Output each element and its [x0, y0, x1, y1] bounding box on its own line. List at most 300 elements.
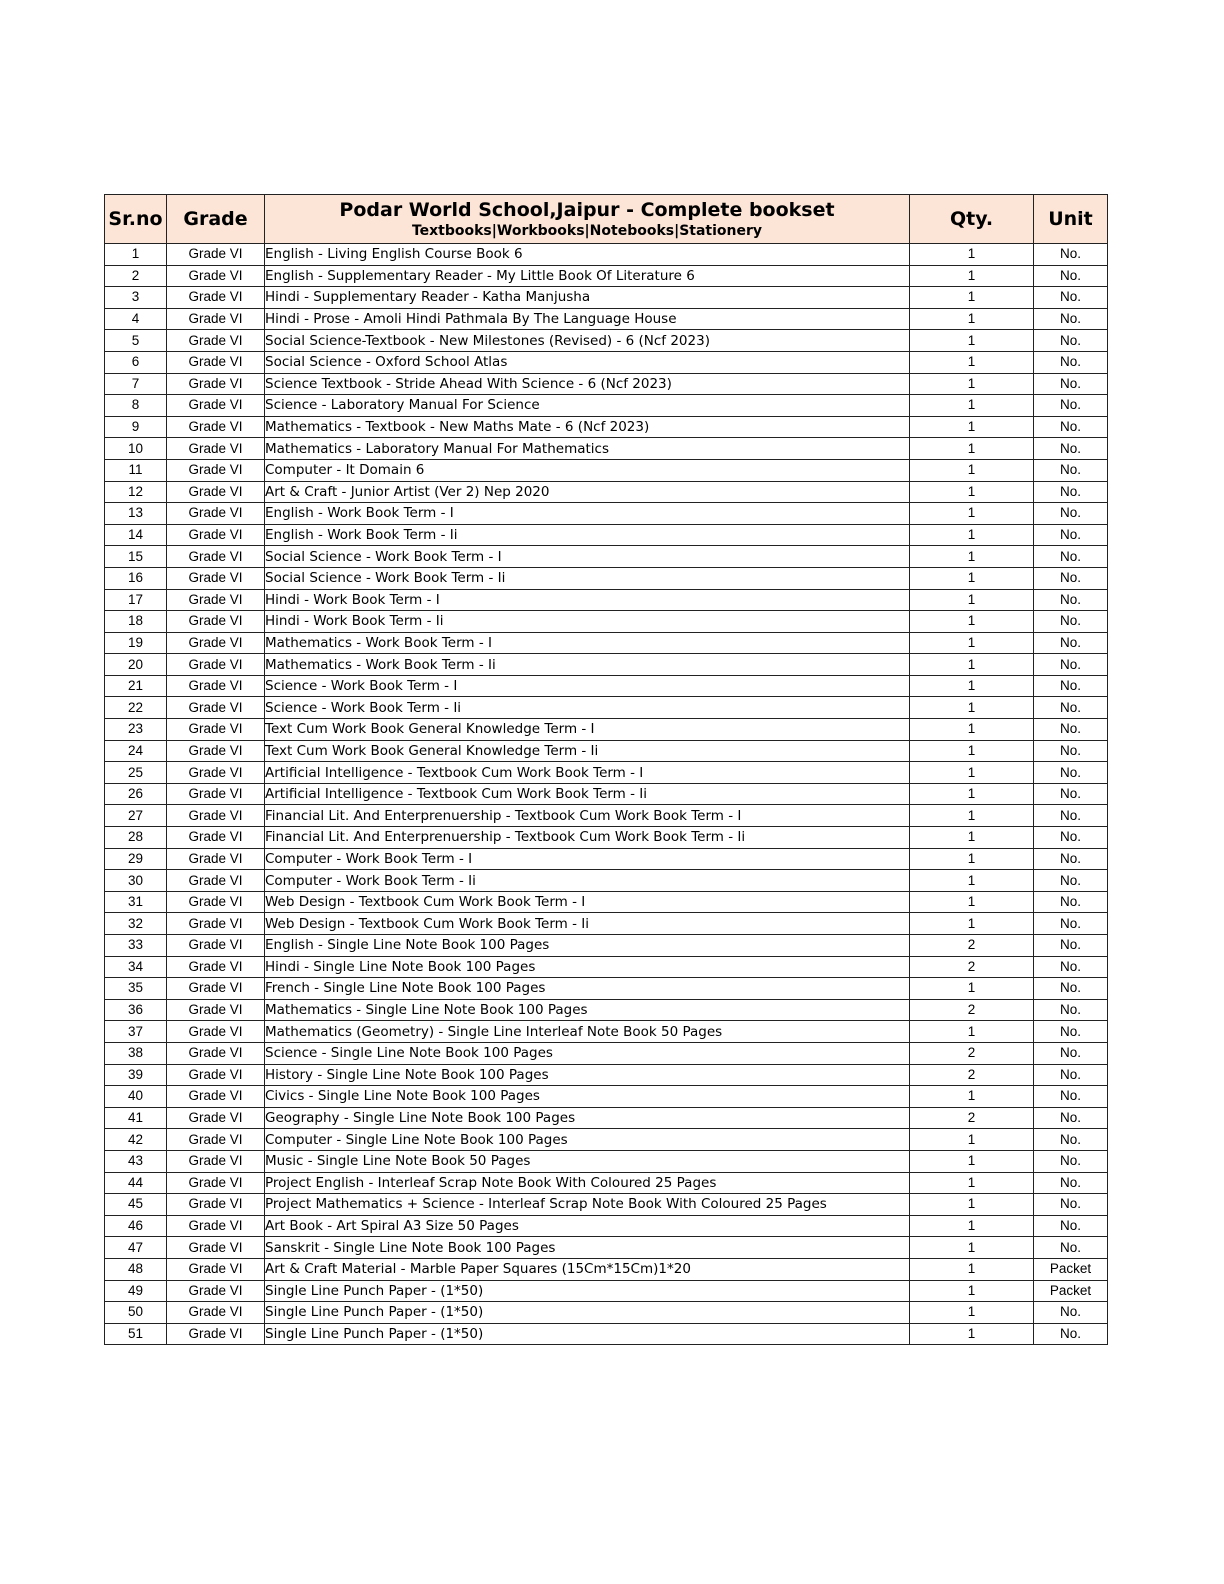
table-row [105, 1237, 1108, 1259]
cell-qty: 1 [910, 611, 1034, 633]
cell-unit: No. [1034, 438, 1108, 460]
cell-unit: No. [1034, 1237, 1108, 1259]
cell-qty: 1 [910, 1150, 1034, 1172]
cell-grade: Grade VI [167, 1215, 265, 1237]
cell-sr: 43 [105, 1150, 167, 1172]
cell-qty: 2 [910, 1064, 1034, 1086]
table-row [105, 719, 1108, 741]
cell-grade: Grade VI [167, 762, 265, 784]
cell-unit: No. [1034, 1172, 1108, 1194]
cell-unit: No. [1034, 546, 1108, 568]
table-row [105, 503, 1108, 525]
cell-grade: Grade VI [167, 459, 265, 481]
cell-qty: 1 [910, 762, 1034, 784]
cell-unit: No. [1034, 1150, 1108, 1172]
cell-grade: Grade VI [167, 654, 265, 676]
cell-qty: 1 [910, 1280, 1034, 1302]
cell-qty: 1 [910, 416, 1034, 438]
cell-qty: 1 [910, 1258, 1034, 1280]
table-row [105, 675, 1108, 697]
table-row [105, 373, 1108, 395]
cell-grade: Grade VI [167, 935, 265, 957]
cell-item: French - Single Line Note Book 100 Pages [265, 978, 910, 1000]
cell-unit: No. [1034, 1129, 1108, 1151]
cell-grade: Grade VI [167, 287, 265, 309]
cell-unit: No. [1034, 287, 1108, 309]
cell-qty: 1 [910, 805, 1034, 827]
cell-unit: No. [1034, 395, 1108, 417]
cell-unit: No. [1034, 1064, 1108, 1086]
cell-unit: No. [1034, 956, 1108, 978]
cell-sr: 34 [105, 956, 167, 978]
cell-sr: 27 [105, 805, 167, 827]
cell-sr: 39 [105, 1064, 167, 1086]
cell-unit: No. [1034, 265, 1108, 287]
cell-unit: No. [1034, 654, 1108, 676]
cell-grade: Grade VI [167, 1302, 265, 1324]
cell-grade: Grade VI [167, 1021, 265, 1043]
cell-unit: No. [1034, 697, 1108, 719]
table-row [105, 438, 1108, 460]
table-row [105, 740, 1108, 762]
cell-sr: 29 [105, 848, 167, 870]
cell-item: Mathematics - Laboratory Manual For Mathematics [265, 438, 910, 460]
table-body [105, 244, 1108, 1345]
cell-item: Project English - Interleaf Scrap Note Book With Coloured 25 Pages [265, 1172, 910, 1194]
cell-qty: 1 [910, 351, 1034, 373]
cell-grade: Grade VI [167, 1323, 265, 1345]
cell-grade: Grade VI [167, 1258, 265, 1280]
table-row [105, 978, 1108, 1000]
cell-sr: 44 [105, 1172, 167, 1194]
header-row [105, 195, 1108, 244]
cell-sr: 33 [105, 935, 167, 957]
cell-unit: No. [1034, 848, 1108, 870]
table-row [105, 459, 1108, 481]
cell-grade: Grade VI [167, 697, 265, 719]
cell-unit: No. [1034, 827, 1108, 849]
cell-qty: 1 [910, 395, 1034, 417]
cell-qty: 1 [910, 1129, 1034, 1151]
cell-unit: No. [1034, 870, 1108, 892]
cell-unit: No. [1034, 244, 1108, 266]
cell-grade: Grade VI [167, 1150, 265, 1172]
header-unit: Unit [1034, 195, 1108, 244]
table-row [105, 762, 1108, 784]
cell-sr: 10 [105, 438, 167, 460]
cell-sr: 28 [105, 827, 167, 849]
cell-item: Computer - Work Book Term - Ii [265, 870, 910, 892]
cell-item: Hindi - Work Book Term - I [265, 589, 910, 611]
cell-item: Computer - It Domain 6 [265, 459, 910, 481]
cell-qty: 1 [910, 589, 1034, 611]
cell-qty: 1 [910, 891, 1034, 913]
cell-sr: 46 [105, 1215, 167, 1237]
cell-sr: 4 [105, 308, 167, 330]
cell-grade: Grade VI [167, 1237, 265, 1259]
cell-item: Financial Lit. And Enterprenuership - Textbook Cum Work Book Term - Ii [265, 827, 910, 849]
table-row [105, 632, 1108, 654]
table-row [105, 913, 1108, 935]
table-row [105, 1215, 1108, 1237]
cell-item: Science - Work Book Term - I [265, 675, 910, 697]
cell-grade: Grade VI [167, 611, 265, 633]
cell-qty: 1 [910, 1237, 1034, 1259]
cell-unit: No. [1034, 459, 1108, 481]
cell-unit: No. [1034, 330, 1108, 352]
cell-sr: 32 [105, 913, 167, 935]
cell-qty: 2 [910, 935, 1034, 957]
cell-qty: 1 [910, 567, 1034, 589]
cell-unit: No. [1034, 783, 1108, 805]
table-row [105, 805, 1108, 827]
table-row [105, 870, 1108, 892]
cell-sr: 31 [105, 891, 167, 913]
cell-sr: 6 [105, 351, 167, 373]
cell-item: English - Living English Course Book 6 [265, 244, 910, 266]
cell-sr: 11 [105, 459, 167, 481]
cell-sr: 17 [105, 589, 167, 611]
cell-grade: Grade VI [167, 1129, 265, 1151]
table-row [105, 1172, 1108, 1194]
cell-grade: Grade VI [167, 870, 265, 892]
cell-unit: No. [1034, 740, 1108, 762]
cell-grade: Grade VI [167, 416, 265, 438]
cell-unit: No. [1034, 308, 1108, 330]
cell-sr: 48 [105, 1258, 167, 1280]
cell-grade: Grade VI [167, 1172, 265, 1194]
cell-sr: 47 [105, 1237, 167, 1259]
cell-sr: 25 [105, 762, 167, 784]
table-row [105, 244, 1108, 266]
cell-qty: 1 [910, 870, 1034, 892]
cell-item: Computer - Work Book Term - I [265, 848, 910, 870]
cell-grade: Grade VI [167, 978, 265, 1000]
cell-qty: 1 [910, 913, 1034, 935]
cell-qty: 2 [910, 956, 1034, 978]
table-row [105, 611, 1108, 633]
table-row [105, 330, 1108, 352]
page-title: Podar World School,Jaipur - Complete bookset [339, 199, 835, 221]
table-row [105, 1323, 1108, 1345]
cell-grade: Grade VI [167, 265, 265, 287]
cell-item: Social Science - Work Book Term - Ii [265, 567, 910, 589]
cell-item: Social Science - Oxford School Atlas [265, 351, 910, 373]
cell-qty: 1 [910, 503, 1034, 525]
cell-qty: 1 [910, 719, 1034, 741]
cell-qty: 1 [910, 848, 1034, 870]
cell-unit: No. [1034, 675, 1108, 697]
cell-item: Social Science-Textbook - New Milestones (Revised) - 6 (Ncf 2023) [265, 330, 910, 352]
cell-qty: 1 [910, 244, 1034, 266]
cell-unit: No. [1034, 913, 1108, 935]
cell-sr: 15 [105, 546, 167, 568]
page-subtitle: Textbooks|Workbooks|Notebooks|Stationery [411, 223, 763, 239]
cell-item: Civics - Single Line Note Book 100 Pages [265, 1086, 910, 1108]
cell-grade: Grade VI [167, 1042, 265, 1064]
cell-unit: No. [1034, 891, 1108, 913]
cell-item: Text Cum Work Book General Knowledge Term - Ii [265, 740, 910, 762]
cell-item: Mathematics - Work Book Term - I [265, 632, 910, 654]
cell-grade: Grade VI [167, 999, 265, 1021]
cell-item: Web Design - Textbook Cum Work Book Term - Ii [265, 913, 910, 935]
cell-item: Art Book - Art Spiral A3 Size 50 Pages [265, 1215, 910, 1237]
table-row [105, 395, 1108, 417]
cell-unit: Packet [1034, 1258, 1108, 1280]
cell-item: Art & Craft Material - Marble Paper Squares (15Cm*15Cm)1*20 [265, 1258, 910, 1280]
cell-sr: 7 [105, 373, 167, 395]
table-row [105, 1129, 1108, 1151]
cell-item: Mathematics - Textbook - New Maths Mate - 6 (Ncf 2023) [265, 416, 910, 438]
cell-qty: 1 [910, 438, 1034, 460]
table-row [105, 589, 1108, 611]
cell-grade: Grade VI [167, 481, 265, 503]
cell-sr: 14 [105, 524, 167, 546]
cell-item: Sanskrit - Single Line Note Book 100 Pages [265, 1237, 910, 1259]
cell-item: Single Line Punch Paper - (1*50) [265, 1323, 910, 1345]
header-title-cell [265, 195, 910, 244]
table-row [105, 567, 1108, 589]
cell-qty: 1 [910, 459, 1034, 481]
cell-grade: Grade VI [167, 675, 265, 697]
table-row [105, 999, 1108, 1021]
cell-sr: 3 [105, 287, 167, 309]
cell-grade: Grade VI [167, 1107, 265, 1129]
cell-grade: Grade VI [167, 740, 265, 762]
cell-sr: 35 [105, 978, 167, 1000]
cell-grade: Grade VI [167, 308, 265, 330]
cell-item: Single Line Punch Paper - (1*50) [265, 1280, 910, 1302]
cell-grade: Grade VI [167, 1086, 265, 1108]
cell-sr: 22 [105, 697, 167, 719]
table-row [105, 1064, 1108, 1086]
table-row [105, 287, 1108, 309]
cell-unit: No. [1034, 373, 1108, 395]
table-row [105, 1021, 1108, 1043]
cell-sr: 9 [105, 416, 167, 438]
table-row [105, 481, 1108, 503]
cell-unit: No. [1034, 1042, 1108, 1064]
cell-grade: Grade VI [167, 546, 265, 568]
cell-qty: 1 [910, 1323, 1034, 1345]
table-row [105, 783, 1108, 805]
table-row [105, 827, 1108, 849]
cell-item: Science - Single Line Note Book 100 Pages [265, 1042, 910, 1064]
table-row [105, 848, 1108, 870]
table-row [105, 1042, 1108, 1064]
cell-item: Computer - Single Line Note Book 100 Pages [265, 1129, 910, 1151]
cell-grade: Grade VI [167, 330, 265, 352]
cell-sr: 37 [105, 1021, 167, 1043]
cell-item: Mathematics - Single Line Note Book 100 Pages [265, 999, 910, 1021]
cell-unit: No. [1034, 589, 1108, 611]
table-row [105, 524, 1108, 546]
cell-qty: 1 [910, 783, 1034, 805]
cell-qty: 1 [910, 632, 1034, 654]
cell-qty: 1 [910, 978, 1034, 1000]
table-row [105, 1086, 1108, 1108]
cell-item: Financial Lit. And Enterprenuership - Textbook Cum Work Book Term - I [265, 805, 910, 827]
cell-item: Artificial Intelligence - Textbook Cum Work Book Term - I [265, 762, 910, 784]
cell-qty: 1 [910, 675, 1034, 697]
header-qty: Qty. [910, 195, 1034, 244]
table-row [105, 265, 1108, 287]
cell-unit: No. [1034, 805, 1108, 827]
cell-unit: No. [1034, 1194, 1108, 1216]
cell-unit: No. [1034, 632, 1108, 654]
cell-unit: No. [1034, 1323, 1108, 1345]
table-row [105, 351, 1108, 373]
cell-sr: 40 [105, 1086, 167, 1108]
cell-sr: 5 [105, 330, 167, 352]
table-row [105, 1194, 1108, 1216]
cell-sr: 36 [105, 999, 167, 1021]
cell-grade: Grade VI [167, 1064, 265, 1086]
cell-grade: Grade VI [167, 567, 265, 589]
cell-grade: Grade VI [167, 589, 265, 611]
cell-qty: 1 [910, 697, 1034, 719]
cell-grade: Grade VI [167, 891, 265, 913]
cell-qty: 1 [910, 308, 1034, 330]
cell-sr: 38 [105, 1042, 167, 1064]
cell-qty: 1 [910, 740, 1034, 762]
cell-grade: Grade VI [167, 351, 265, 373]
cell-qty: 1 [910, 1302, 1034, 1324]
cell-item: Hindi - Work Book Term - Ii [265, 611, 910, 633]
table-row [105, 697, 1108, 719]
cell-qty: 2 [910, 1042, 1034, 1064]
cell-grade: Grade VI [167, 805, 265, 827]
cell-grade: Grade VI [167, 1194, 265, 1216]
cell-item: English - Work Book Term - I [265, 503, 910, 525]
cell-sr: 16 [105, 567, 167, 589]
cell-grade: Grade VI [167, 913, 265, 935]
cell-item: Science - Laboratory Manual For Science [265, 395, 910, 417]
table-row [105, 1302, 1108, 1324]
table-row [105, 416, 1108, 438]
cell-qty: 1 [910, 1086, 1034, 1108]
cell-sr: 8 [105, 395, 167, 417]
table-row [105, 654, 1108, 676]
cell-item: Science - Work Book Term - Ii [265, 697, 910, 719]
cell-unit: No. [1034, 1086, 1108, 1108]
cell-grade: Grade VI [167, 1280, 265, 1302]
cell-item: Hindi - Single Line Note Book 100 Pages [265, 956, 910, 978]
cell-unit: No. [1034, 351, 1108, 373]
cell-grade: Grade VI [167, 719, 265, 741]
cell-qty: 1 [910, 481, 1034, 503]
cell-qty: 1 [910, 265, 1034, 287]
header-grade: Grade [167, 195, 265, 244]
table-row [105, 1150, 1108, 1172]
cell-grade: Grade VI [167, 632, 265, 654]
cell-qty: 1 [910, 287, 1034, 309]
cell-unit: No. [1034, 503, 1108, 525]
cell-qty: 1 [910, 524, 1034, 546]
cell-unit: No. [1034, 567, 1108, 589]
cell-unit: No. [1034, 524, 1108, 546]
cell-grade: Grade VI [167, 956, 265, 978]
cell-grade: Grade VI [167, 395, 265, 417]
cell-sr: 20 [105, 654, 167, 676]
cell-item: English - Single Line Note Book 100 Pages [265, 935, 910, 957]
cell-qty: 1 [910, 1215, 1034, 1237]
cell-qty: 1 [910, 1194, 1034, 1216]
cell-grade: Grade VI [167, 524, 265, 546]
cell-grade: Grade VI [167, 783, 265, 805]
cell-qty: 1 [910, 546, 1034, 568]
table-row [105, 546, 1108, 568]
cell-item: English - Supplementary Reader - My Little Book Of Literature 6 [265, 265, 910, 287]
cell-qty: 1 [910, 654, 1034, 676]
cell-item: Single Line Punch Paper - (1*50) [265, 1302, 910, 1324]
cell-sr: 45 [105, 1194, 167, 1216]
cell-unit: No. [1034, 999, 1108, 1021]
table-row [105, 1107, 1108, 1129]
cell-sr: 26 [105, 783, 167, 805]
cell-item: Geography - Single Line Note Book 100 Pages [265, 1107, 910, 1129]
table-row [105, 1280, 1108, 1302]
cell-grade: Grade VI [167, 438, 265, 460]
cell-item: Mathematics (Geometry) - Single Line Interleaf Note Book 50 Pages [265, 1021, 910, 1043]
cell-item: Hindi - Supplementary Reader - Katha Manjusha [265, 287, 910, 309]
cell-item: Artificial Intelligence - Textbook Cum Work Book Term - Ii [265, 783, 910, 805]
cell-item: Music - Single Line Note Book 50 Pages [265, 1150, 910, 1172]
cell-sr: 24 [105, 740, 167, 762]
cell-sr: 51 [105, 1323, 167, 1345]
cell-sr: 41 [105, 1107, 167, 1129]
cell-sr: 13 [105, 503, 167, 525]
cell-unit: No. [1034, 935, 1108, 957]
cell-sr: 2 [105, 265, 167, 287]
cell-item: Web Design - Textbook Cum Work Book Term - I [265, 891, 910, 913]
cell-sr: 30 [105, 870, 167, 892]
table-row [105, 935, 1108, 957]
cell-item: Social Science - Work Book Term - I [265, 546, 910, 568]
table-row [105, 956, 1108, 978]
cell-unit: No. [1034, 719, 1108, 741]
cell-unit: No. [1034, 416, 1108, 438]
cell-qty: 1 [910, 1021, 1034, 1043]
cell-qty: 1 [910, 1172, 1034, 1194]
header-sr: Sr.no [105, 195, 167, 244]
cell-sr: 50 [105, 1302, 167, 1324]
cell-item: Mathematics - Work Book Term - Ii [265, 654, 910, 676]
cell-sr: 42 [105, 1129, 167, 1151]
cell-sr: 1 [105, 244, 167, 266]
cell-unit: No. [1034, 762, 1108, 784]
cell-unit: Packet [1034, 1280, 1108, 1302]
table-row [105, 1258, 1108, 1280]
cell-unit: No. [1034, 1215, 1108, 1237]
cell-grade: Grade VI [167, 848, 265, 870]
cell-sr: 23 [105, 719, 167, 741]
cell-grade: Grade VI [167, 244, 265, 266]
cell-qty: 1 [910, 373, 1034, 395]
cell-qty: 2 [910, 1107, 1034, 1129]
cell-item: Art & Craft - Junior Artist (Ver 2) Nep 2020 [265, 481, 910, 503]
cell-item: Project Mathematics + Science - Interleaf Scrap Note Book With Coloured 25 Pages [265, 1194, 910, 1216]
cell-item: Science Textbook - Stride Ahead With Science - 6 (Ncf 2023) [265, 373, 910, 395]
cell-item: Text Cum Work Book General Knowledge Term - I [265, 719, 910, 741]
cell-grade: Grade VI [167, 503, 265, 525]
cell-unit: No. [1034, 1302, 1108, 1324]
booklist-table [104, 194, 1108, 1345]
cell-sr: 12 [105, 481, 167, 503]
cell-sr: 49 [105, 1280, 167, 1302]
cell-grade: Grade VI [167, 827, 265, 849]
table-row [105, 891, 1108, 913]
